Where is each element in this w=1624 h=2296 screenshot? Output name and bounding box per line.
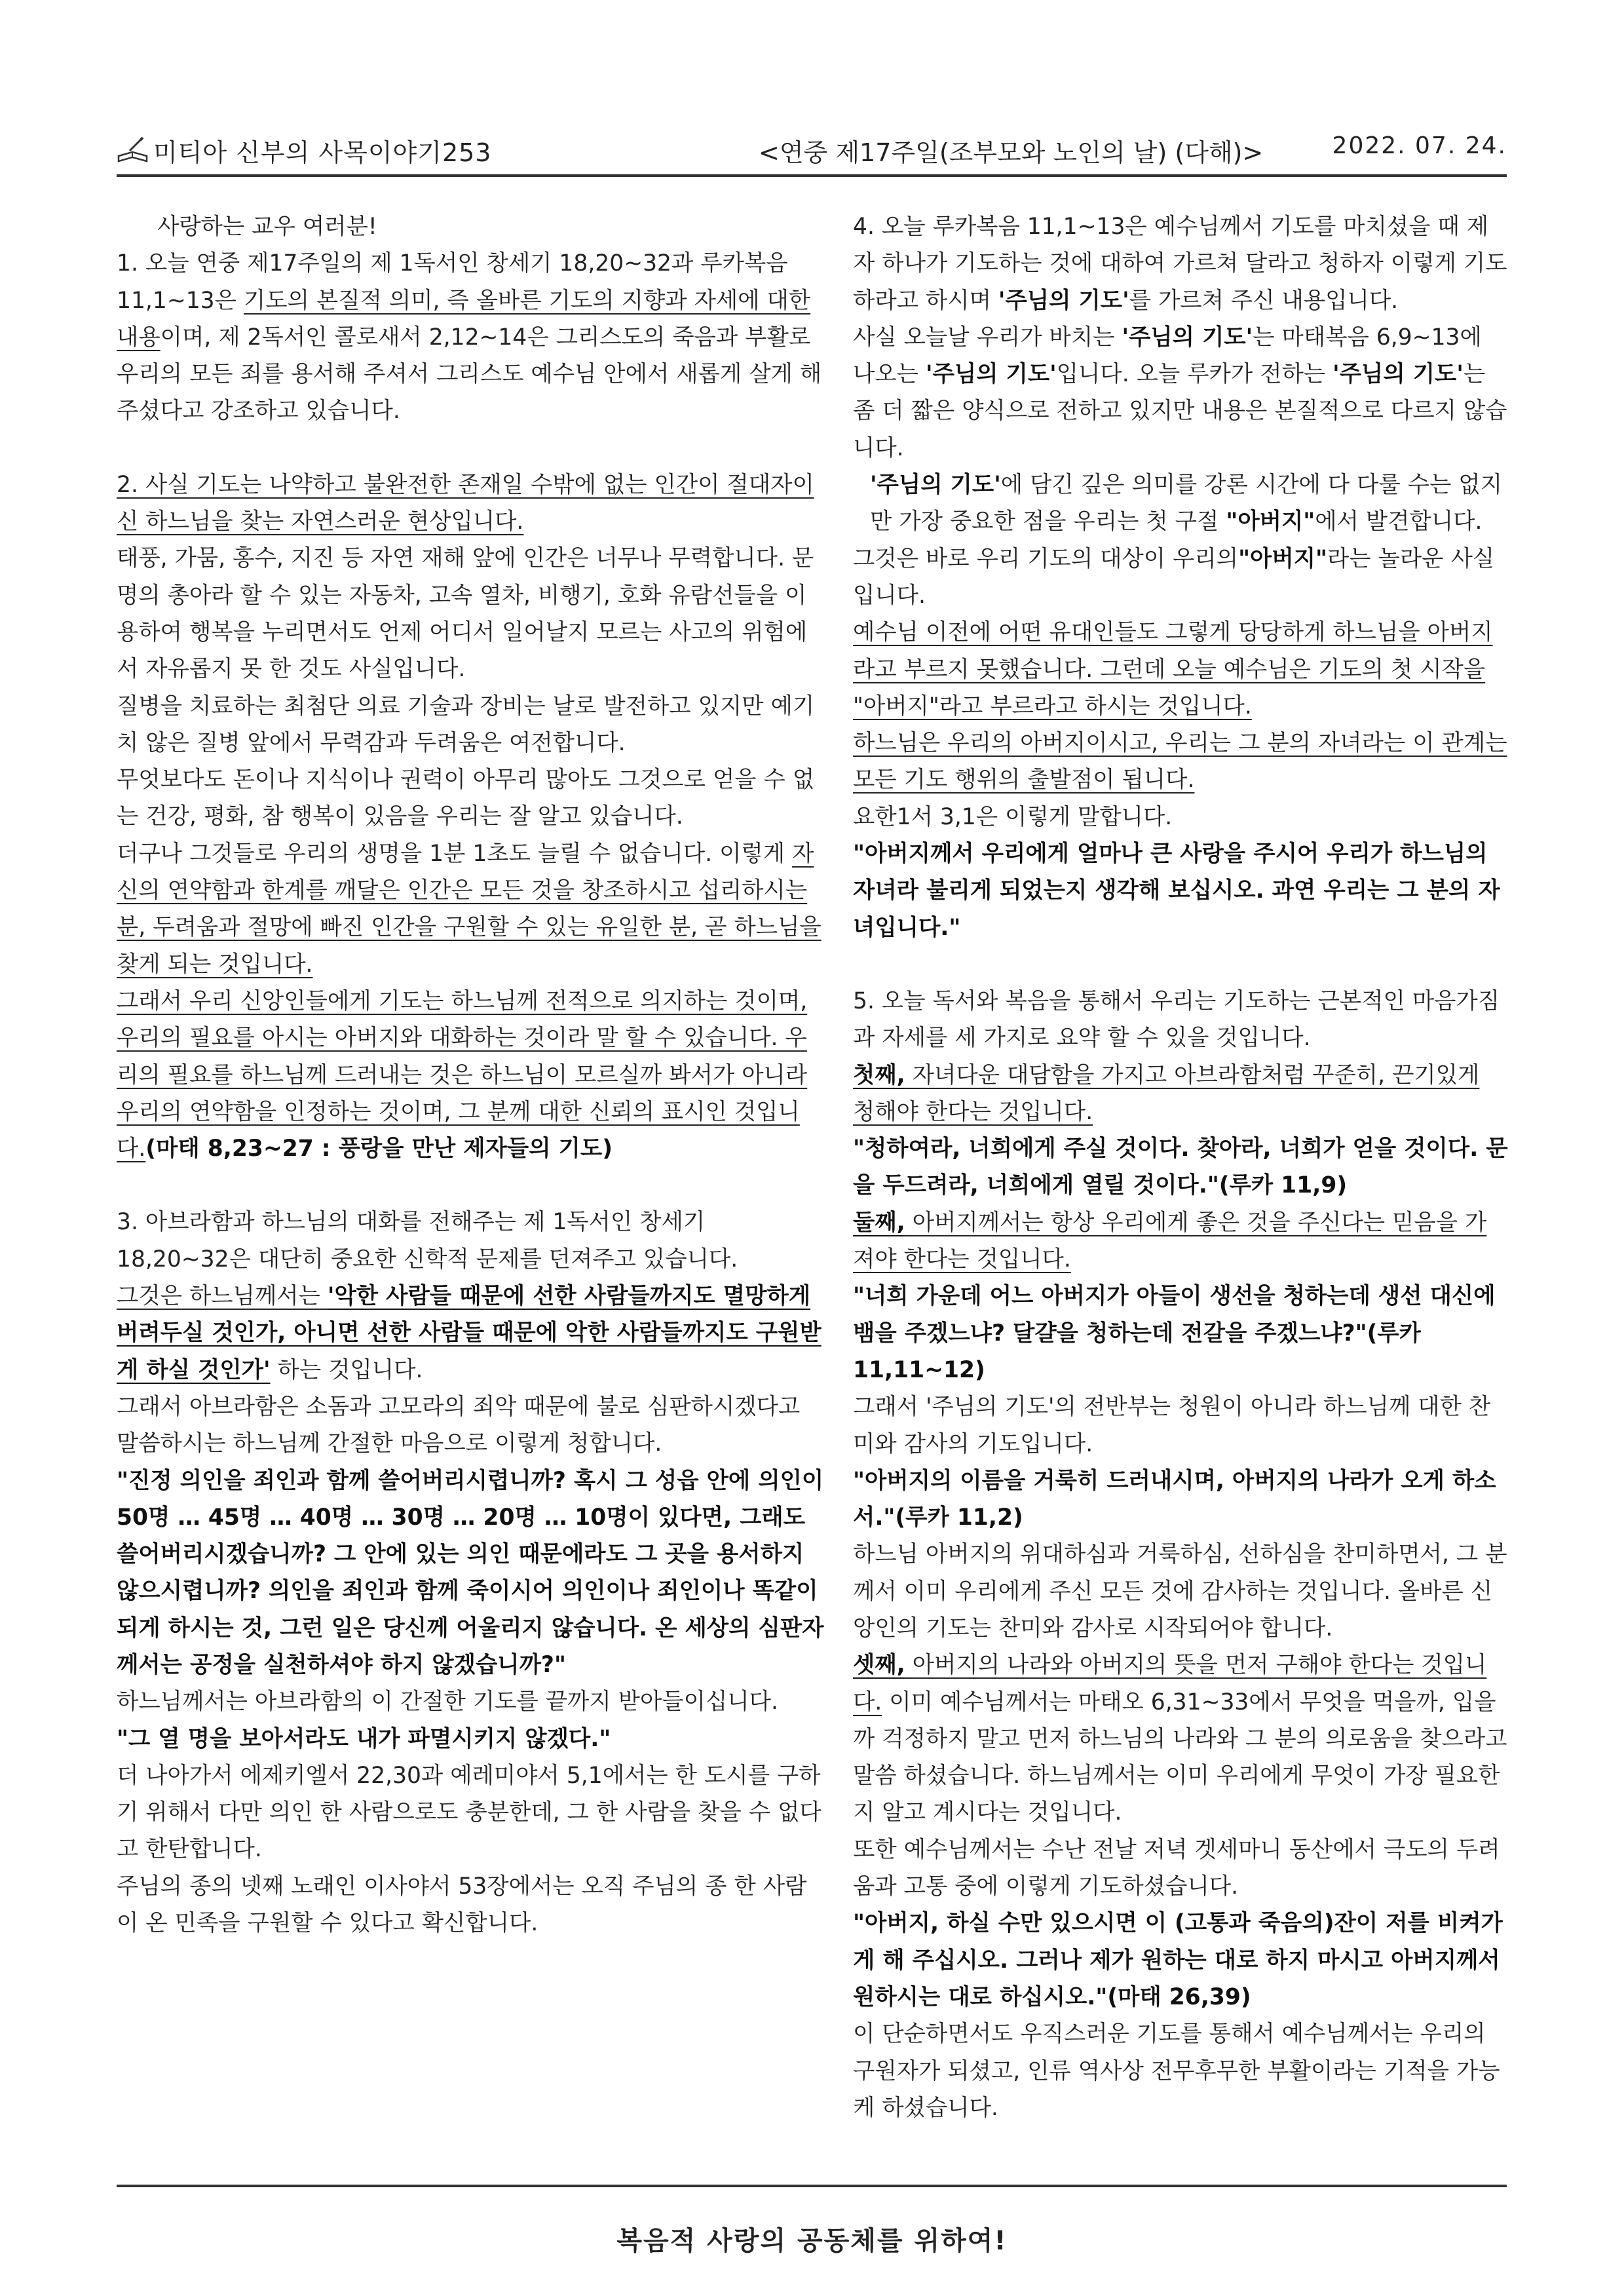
- paragraph-r7: 요한1서 3,1은 이렇게 말합니다.: [853, 803, 1173, 830]
- paragraph-r4: 그것은 바로 우리 기도의 대상이 우리의"아버지"라는 놀라운 사실입니다.: [853, 545, 1495, 609]
- paragraph-r15: 이 단순하면서도 우직스러운 기도를 통해서 예수님께서는 우리의 구원자가 되셨고, 인류 역사상 전무후무한 부활이라는 기적을 가능케 하셨습니다.: [853, 2021, 1500, 2121]
- quote-luke-11-2: "아버지의 이름을 거룩히 드러내시며, 아버지의 나라가 오게 하소서."(루카 11,2): [853, 1467, 1496, 1531]
- paragraph-r2: 사실 오늘날 우리가 바치는 '주님의 기도'는 마태복음 6,9~13에 나오는 '주님의 기도'입니다. 오늘 루카가 전하는 '주님의 기도'는 좀 더 짧은 양식으로 전하고 있지만 내용은 본질적으로 다르지 않습니다.: [853, 324, 1507, 461]
- quote-abraham: "진정 의인을 죄인과 함께 쓸어버리시렵니까? 혹시 그 성읍 안에 의인이 50명 … 45명 … 40명 … 30명 … 20명 … 10명이 있다면, 그래도 쓸어버리시겠습니까? 그 안에 있는 의인 때문에라도 그 곳을 용서하지 않으시렵니까? 의인을 죄인과 함께 죽이시어 의인이나 죄인이나 똑같이 되게 하시는 것, 그런 일은 당신께 어울리지 않습니다. 온 세상의 심판자께서는 공정을 실천하셔야 하지 않겠습니까?": [117, 1467, 824, 1678]
- paragraph-r1: 4. 오늘 루카복음 11,1~13은 예수님께서 기도를 마치셨을 때 제자 하나가 기도하는 것에 대하여 가르쳐 달라고 청하자 이렇게 기도하라고 하시며 '주님의 기도'를 가르쳐 주신 내용입니다.: [853, 214, 1507, 314]
- header-date: 2022. 07. 24.: [1332, 132, 1507, 159]
- paragraph-9: 그것은 하느님께서는 '악한 사람들 때문에 선한 사람들까지도 멸망하게 버려두실 것인가, 아니면 선한 사람들 때문에 악한 사람들까지도 구원받게 하실 것인가' 하는 것입니다.: [117, 1283, 821, 1383]
- paragraph-2: 2. 사실 기도는 나약하고 불완전한 존재일 수밖에 없는 인간이 절대자이신 하느님을 찾는 자연스러운 현상입니다.: [117, 471, 814, 535]
- paragraph-r9: 첫째, 자녀다운 대담함을 가지고 아브라함처럼 꾸준히, 끈기있게 청해야 한다는 것입니다.: [853, 1062, 1480, 1125]
- paragraph-r10: 둘째, 아버지께서는 항상 우리에게 좋은 것을 주신다는 믿음을 가져야 한다는 것입니다.: [853, 1209, 1487, 1273]
- paragraph-3: 태풍, 가뭄, 홍수, 지진 등 자연 재해 앞에 인간은 너무나 무력합니다. 문명의 총아라 할 수 있는 자동차, 고속 열차, 비행기, 호화 유람선들을 이용하여 행복을 누리면서도 언제 어디서 일어날지 모르는 사고의 위험에서 자유롭지 못 한 것도 사실입니다.: [117, 545, 814, 683]
- footer-divider: [117, 2185, 1507, 2187]
- paragraph-r8: 5. 오늘 독서와 복음을 통해서 우리는 기도하는 근본적인 마음가짐과 자세를 세 가지로 요약 할 수 있을 것입니다.: [853, 987, 1500, 1052]
- paragraph-r3: '주님의 기도'에 담긴 깊은 의미를 강론 시간에 다 다룰 수는 없지만 가장 중요한 점을 우리는 첫 구절 "아버지"에서 발견합니다.: [870, 472, 1503, 535]
- paragraph-7: 그래서 우리 신앙인들에게 기도는 하느님께 전적으로 의지하는 것이며, 우리의 필요를 아시는 아버지와 대화하는 것이라 말 할 수 있습니다. 우리의 필요를 하느님께 드러내는 것은 하느님이 모르실까 봐서가 아니라 우리의 연약함을 인정하는 것이며, 그 분께 대한 신뢰의 표시인 것입니다.(마태 8,23~27 : 풍랑을 만난 제자들의 기도): [117, 987, 808, 1162]
- paragraph-5: 무엇보다도 돈이나 지식이나 권력이 아무리 많아도 그것으로 얻을 수 없는 건강, 평화, 참 행복이 있음을 우리는 잘 알고 있습니다.: [117, 767, 815, 830]
- paragraph-12: 더 나아가서 에제키엘서 22,30과 예레미야서 5,1에서는 한 도시를 구하기 위해서 다만 의인 한 사람으로도 충분한데, 그 한 사람을 찾을 수 없다고 한탄합니다.: [117, 1762, 821, 1863]
- header-series-title: 미티아 신부의 사목이야기253: [153, 138, 492, 167]
- footer-motto: 복음적 사랑의 공동체를 위하여!: [616, 2226, 1008, 2256]
- quote-1john: "아버지께서 우리에게 얼마나 큰 사랑을 주시어 우리가 하느님의 자녀라 불리게 되었는지 생각해 보십시오. 과연 우리는 그 분의 자녀입니다.": [853, 841, 1500, 941]
- quote-luke-11-11: "너희 가운데 어느 아버지가 아들이 생선을 청하는데 생선 대신에 뱀을 주겠느냐? 달걀을 청하는데 전갈을 주겠느냐?"(루카 11,11~12): [853, 1283, 1496, 1383]
- book-pen-icon: [117, 136, 149, 165]
- paragraph-8: 3. 아브라함과 하느님의 대화를 전해주는 제 1독서인 창세기 18,20~32은 대단히 중요한 신학적 문제를 던져주고 있습니다.: [117, 1209, 738, 1272]
- paragraph-r13: 셋째, 아버지의 나라와 아버지의 뜻을 먼저 구해야 한다는 것입니다. 이미 예수님께서는 마태오 6,31~33에서 무엇을 먹을까, 입을까 걱정하지 말고 먼저 하느님의 나라와 그 분의 의로움을 찾으라고 말씀 하셨습니다. 하느님께서는 이미 우리에게 무엇이 가장 필요한지 알고 계시다는 것입니다.: [853, 1652, 1507, 1826]
- greeting: 사랑하는 교우 여러분!: [157, 214, 377, 240]
- quote-matthew-26-39: "아버지, 하실 수만 있으시면 이 (고통과 죽음의)잔이 저를 비켜가게 해 주십시오. 그러나 제가 원하는 대로 하지 마시고 아버지께서 원하시는 대로 하십시오."(마태 26,39): [853, 1910, 1503, 2010]
- paragraph-1: 1. 오늘 연중 제17주일의 제 1독서인 창세기 18,20~32과 루카복음 11,1~13은 기도의 본질적 의미, 즉 올바른 기도의 지향과 자세에 대한 내용이며, 제 2독서인 콜로새서 2,12~14은 그리스도의 죽음과 부활로 우리의 모든 죄를 용서해 주셔서 그리스도 예수님 안에서 새롭게 살게 해 주셨다고 강조하고 있습니다.: [117, 250, 822, 425]
- paragraph-10: 그래서 아브라함은 소돔과 고모라의 죄악 때문에 불로 심판하시겠다고 말씀하시는 하느님께 간절한 마음으로 이렇게 청합니다.: [117, 1393, 801, 1457]
- header-liturgical-title: <연중 제17주일(조부모와 노인의 날) (다해)>: [759, 138, 1264, 167]
- paragraph-r6: 하느님은 우리의 아버지이시고, 우리는 그 분의 자녀라는 이 관계는 모든 기도 행위의 출발점이 됩니다.: [853, 730, 1507, 794]
- paragraph-6: 더구나 그것들로 우리의 생명을 1분 1초도 늘릴 수 없습니다. 이렇게 자신의 연약함과 한계를 깨달은 인간은 모든 것을 창조하시고 섭리하시는 분, 두려움과 절망에 빠진 인간을 구원할 수 있는 유일한 분, 곧 하느님을 찾게 되는 것입니다.: [117, 840, 821, 978]
- left-column: [117, 208, 824, 1942]
- paragraph-13: 주님의 종의 넷째 노래인 이사야서 53장에서는 오직 주님의 종 한 사람이 온 민족을 구원할 수 있다고 확신합니다.: [117, 1873, 807, 1937]
- quote-ten: "그 열 명을 보아서라도 내가 파멸시키지 않겠다.": [117, 1725, 611, 1752]
- right-column: [853, 208, 1508, 2126]
- header-left: [117, 132, 491, 168]
- paragraph-4: 질병을 치료하는 최첨단 의료 기술과 장비는 날로 발전하고 있지만 예기치 않은 질병 앞에서 무력감과 두려움은 여전합니다.: [117, 693, 815, 756]
- paragraph-r11: 그래서 '주님의 기도'의 전반부는 청원이 아니라 하느님께 대한 찬미와 감사의 기도입니다.: [853, 1394, 1491, 1457]
- quote-luke-11-9: "청하여라, 너희에게 주실 것이다. 찾아라, 너희가 얻을 것이다. 문을 두드려라, 너희에게 열릴 것이다."(루카 11,9): [853, 1136, 1508, 1199]
- paragraph-r5: 예수님 이전에 어떤 유대인들도 그렇게 당당하게 하느님을 아버지라고 부르지 못했습니다. 그런데 오늘 예수님은 기도의 첫 시작을 "아버지"라고 부르라고 하시는 것입니다.: [853, 619, 1493, 719]
- paragraph-11: 하느님께서는 아브라함의 이 간절한 기도를 끝까지 받아들이십니다.: [117, 1689, 778, 1715]
- paragraph-r12: 하느님 아버지의 위대하심과 거룩하심, 선하심을 찬미하면서, 그 분께서 이미 우리에게 주신 모든 것에 감사하는 것입니다. 올바른 신앙인의 기도는 찬미와 감사로 시작되어야 합니다.: [853, 1541, 1507, 1641]
- page-header: [117, 128, 1507, 177]
- paragraph-r14: 또한 예수님께서는 수난 전날 저녁 겟세마니 동산에서 극도의 두려움과 고통 중에 이렇게 기도하셨습니다.: [853, 1836, 1500, 1900]
